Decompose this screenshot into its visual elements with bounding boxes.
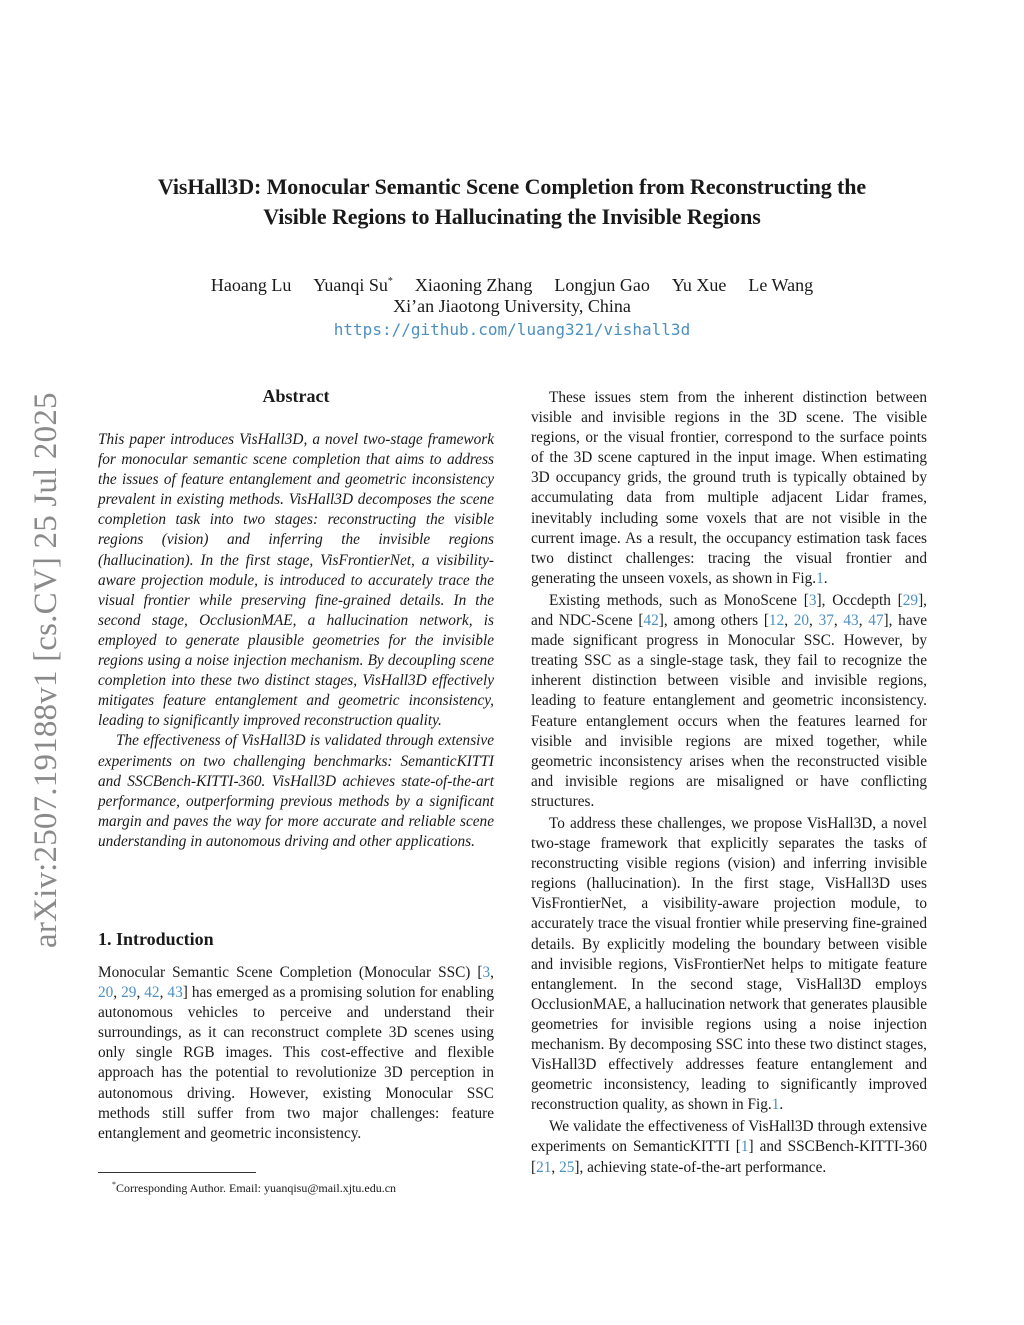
citation-link[interactable]: 43 bbox=[167, 984, 183, 1002]
citation-link[interactable]: 3 bbox=[482, 964, 491, 981]
text-run: ], Occdepth [ bbox=[816, 591, 903, 609]
author-list bbox=[60, 270, 964, 297]
citation-link[interactable]: 42 bbox=[144, 984, 160, 1002]
corresponding-mark: * bbox=[387, 276, 393, 287]
citation-link[interactable]: 20 bbox=[98, 984, 114, 1002]
citation-link[interactable]: 47 bbox=[868, 612, 884, 630]
author-name: Yuanqi Su bbox=[313, 275, 388, 295]
author: Xiaoning Zhang bbox=[414, 275, 533, 295]
citation-link[interactable]: 21 bbox=[536, 1158, 552, 1176]
author: Haoang Lu bbox=[210, 275, 292, 295]
section-heading-introduction: 1. Introduction bbox=[98, 929, 214, 949]
author: Le Wang bbox=[748, 275, 814, 295]
citation-link[interactable]: 29 bbox=[121, 984, 137, 1002]
citation-link[interactable]: 29 bbox=[902, 591, 919, 609]
text-run: ], among others [ bbox=[658, 612, 769, 630]
footnote-text: Corresponding Author. Email: yuanqisu@mail.xjtu.edu.cn bbox=[116, 1181, 397, 1195]
paper-title-line-2: Visible Regions to Hallucinating the Invisible Regions bbox=[263, 204, 761, 229]
figure-reference[interactable]: 1 bbox=[771, 1096, 780, 1114]
text-run: To address these challenges, we propose VisHall3D, a novel two-stage framework that explicitly separates the tasks of reconstructing visible regions (vision) and inferring invisible regions (hallucination). In the first stage, VisHall3D uses VisFrontierNet, a visibility-aware projection module, to accurately trace the visual frontier while preserving fine-grained details. By explicitly modeling the boundary between visible and invisible regions, VisFrontierNet helps to mitigate feature entanglement. In the second stage, VisHall3D employs OcclusionMAE, a hallucination network that generates plausible geometries for invisible regions using a noise injection mechanism. By decomposing SSC into these two distinct stages, VisHall3D effectively addresses feature entanglement and geometric inconsistency, leading to significantly improved reconstruction quality, as shown in Fig. bbox=[531, 814, 927, 1114]
paper-title-line-1: VisHall3D: Monocular Semantic Scene Completion from Reconstructing the bbox=[157, 174, 867, 199]
footnote-rule bbox=[98, 1172, 256, 1173]
author-corresponding bbox=[313, 270, 393, 297]
abstract-paragraph: The effectiveness of VisHall3D is validated through extensive experiments on two challenging benchmarks: SemanticKITTI and SSCBench-KITTI-360. VisHall3D achieves state-of-the-art performance, outperforming previous methods by a significant margin and paves the way for more accurate and reliable scene understanding in autonomous driving and other applications. bbox=[98, 732, 494, 850]
text-run: ] has emerged as a promising solution for enabling autonomous vehicles to perceive and understand their surroundings, as it can reconstruct complete 3D scenes using only single RGB images. This cost-effective and flexible approach has the potential to revolutionize 3D perception in autonomous driving. However, existing Monocular SSC methods still suffer from two major challenges: feature entanglement and geometric inconsistency. bbox=[98, 984, 495, 1142]
text-run: ], have made significant progress in Monocular SSC. However, by treating SSC as a single-stage task, they fail to recognize the inherent distinction between visible and invisible regions, leading to feature entanglement and geometric inconsistency. Feature entanglement occurs when the features learned for visible and invisible regions are mixed together, while geometric inconsistency arises when the reconstructed visible and invisible regions are misaligned or have conflicting structures. bbox=[531, 612, 928, 810]
arxiv-identifier: arXiv:2507.19188v1 [cs.CV] 25 Jul 2025 bbox=[28, 392, 64, 948]
affiliation: Xi’an Jiaotong University, China bbox=[393, 296, 631, 316]
repository-link[interactable]: https://github.com/luang321/vishall3d bbox=[333, 320, 691, 339]
text-run: These issues stem from the inherent distinction between visible and invisible regions in the 3D scene. The visible regions, or the visual frontier, correspond to the surface points of the 3D scene captured in the input image. When estimating 3D occupancy grids, the ground truth is typically obtained by accumulating data from multiple adjacent Lidar frames, inevitably including some voxels that are not visible in the current image. As a result, the occupancy estimation task faces two distinct challenges: tracing the visual frontier and generating the unseen voxels, as shown in Fig. bbox=[531, 389, 927, 587]
citation-link[interactable]: 20 bbox=[793, 612, 810, 630]
text-run: ], and NDC-Scene [ bbox=[531, 591, 927, 630]
body-paragraph: Existing methods, such as MonoScene [3], Occdepth [29], and NDC-Scene [42], among others [12, 20, 37, 43, 47], have made significant progress in Monocular SSC. However, by treating SSC as a single-stage task, they fail to recognize the inherent distinction between visible and invisible regions, leading to feature entanglement and geometric inconsistency. Feature entanglement occurs when the features learned for visible and invisible regions are mixed together, while geometric inconsistency arises when the reconstructed visible and invisible regions are misaligned or have conflicting structures. bbox=[531, 591, 928, 810]
paper-title bbox=[60, 172, 964, 232]
text-run: We validate the effectiveness of VisHall3D through extensive experiments on SemanticKITTI [ bbox=[531, 1118, 927, 1156]
citation-link[interactable]: 25 bbox=[559, 1158, 575, 1176]
text-run: Existing methods, such as MonoScene [ bbox=[549, 591, 809, 609]
body-paragraph bbox=[531, 814, 927, 1115]
abstract-paragraph: This paper introduces VisHall3D, a novel two-stage framework for monocular semantic scene completion that aims to address the issues of feature entanglement and geometric inconsistency prevalent in existing methods. VisHall3D decomposes the scene completion task into two stages: reconstructing the visible regions (vision) and inferring the invisible regions (hallucination). In the first stage, VisFrontierNet, a visibility-aware projection module, is introduced to accurately trace the visual frontier while preserving fine-grained details. In the second stage, OcclusionMAE, a hallucination network, is employed to generate plausible geometries for the invisible regions using a noise injection mechanism. By decoupling scene completion into these two distinct stages, VisHall3D effectively mitigates feature entanglement and geometric inconsistency, leading to significantly improved reconstruction quality. bbox=[98, 431, 494, 730]
citation-link[interactable]: 42 bbox=[643, 612, 659, 630]
footnote-mark: * bbox=[112, 1180, 116, 1189]
citation-link[interactable]: 3 bbox=[808, 591, 817, 609]
body-paragraph bbox=[531, 388, 927, 589]
text-run: . bbox=[823, 569, 828, 587]
footnote bbox=[112, 1177, 396, 1196]
citation-link[interactable]: 12 bbox=[768, 612, 785, 630]
figure-reference[interactable]: 1 bbox=[816, 569, 824, 587]
text-run: ] and SSCBench-KITTI-360 [ bbox=[531, 1138, 928, 1176]
citation-link[interactable]: 1 bbox=[740, 1138, 749, 1156]
abstract-body bbox=[98, 430, 494, 852]
text-run: ], achieving state-of-the-art performance. bbox=[574, 1158, 827, 1176]
abstract-heading: Abstract bbox=[262, 386, 330, 406]
introduction-body bbox=[98, 963, 494, 1144]
right-column-body bbox=[531, 388, 927, 1180]
text-run: . bbox=[779, 1096, 784, 1114]
citation-link[interactable]: 43 bbox=[843, 612, 859, 630]
text-run: Monocular Semantic Scene Completion (Monocular SSC) [ bbox=[98, 964, 483, 981]
body-paragraph: We validate the effectiveness of VisHall3D through extensive experiments on SemanticKITTI [1] and SSCBench-KITTI-360 [21, 25], achieving state-of-the-art performance. bbox=[531, 1118, 928, 1176]
citation-link[interactable]: 37 bbox=[818, 612, 834, 630]
author: Yu Xue bbox=[671, 275, 727, 295]
author: Longjun Gao bbox=[554, 275, 650, 295]
intro-paragraph: Monocular Semantic Scene Completion (Monocular SSC) [3, 20, 29, 42, 43] has emerged as a promising solution for enabling autonomous vehicles to perceive and understand their surroundings, as it can reconstruct complete 3D scenes using only single RGB images. This cost-effective and flexible approach has the potential to revolutionize 3D perception in autonomous driving. However, existing Monocular SSC methods still suffer from two major challenges: feature entanglement and geometric inconsistency. bbox=[98, 964, 495, 1142]
